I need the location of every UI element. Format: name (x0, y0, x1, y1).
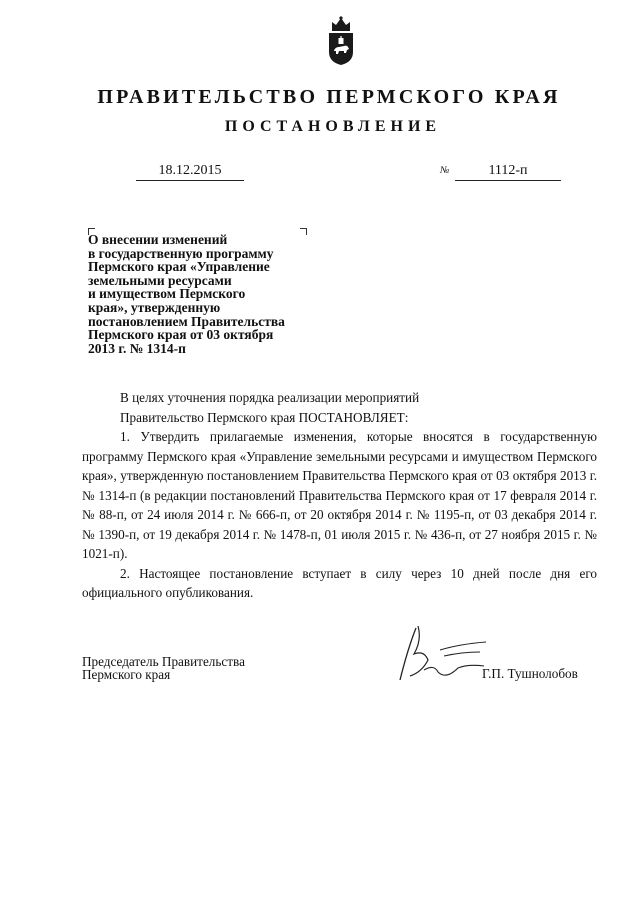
subject-line: Пермского края «Управление (88, 259, 270, 275)
document-body (82, 388, 597, 603)
perm-krai-coat-of-arms-icon (326, 14, 356, 66)
number-label: № (440, 165, 450, 176)
signer-position (82, 655, 245, 681)
subject-line: земельными ресурсами (88, 272, 232, 288)
body-item-1: 1. Утвердить прилагаемые изменения, которые вносятся в государственную программу Пермского края «Управление земельными ресурсами и имуществом Пермского края», утвержденную постановлением Правительства Пермского края от 03 октября 2013 г. № 1314-п (в редакции постановлений Правительства Пермского края от 17 февраля 2014 г. № 88-п, от 24 июля 2014 г. № 666-п, от 20 октября 2014 г. № 1195-п, от 03 декабря 2014 г. № 1390-п, от 19 декабря 2014 г. № 1478-п, 01 июля 2015 г. № 436-п, от 27 ноября 2015 г. № 1021-п). (82, 429, 597, 561)
signer-name: Г.П. Тушнолобов (482, 666, 578, 681)
subject-line: и имуществом Пермского (88, 286, 246, 302)
subject-line: постановлением Правительства (88, 313, 285, 329)
subject-line: в государственную программу (88, 245, 274, 261)
document-number: 1112-п (455, 162, 561, 181)
signer-position-line-1: Председатель Правительства (82, 654, 245, 669)
organization-title: ПРАВИТЕЛЬСТВО ПЕРМСКОГО КРАЯ (97, 86, 561, 108)
body-intro-line-1: В целях уточнения порядка реализации мероприятий (120, 390, 420, 405)
document-type-title: ПОСТАНОВЛЕНИЕ (224, 118, 442, 135)
subject-line: 2013 г. № 1314-п (88, 340, 186, 356)
body-item-2: 2. Настоящее постановление вступает в силу через 10 дней после дня его официального опубликования. (82, 565, 597, 600)
subject-line: О внесении изменений (88, 232, 228, 247)
document-date: 18.12.2015 (136, 162, 244, 181)
subject-line: края», утвержденную (88, 299, 221, 315)
subject-line: Пермского края от 03 октября (88, 327, 274, 343)
body-intro-line-2: Правительство Пермского края ПОСТАНОВЛЯЕТ: (120, 409, 409, 425)
signer-position-line-2: Пермского края (82, 667, 171, 682)
document-subject (88, 233, 328, 355)
